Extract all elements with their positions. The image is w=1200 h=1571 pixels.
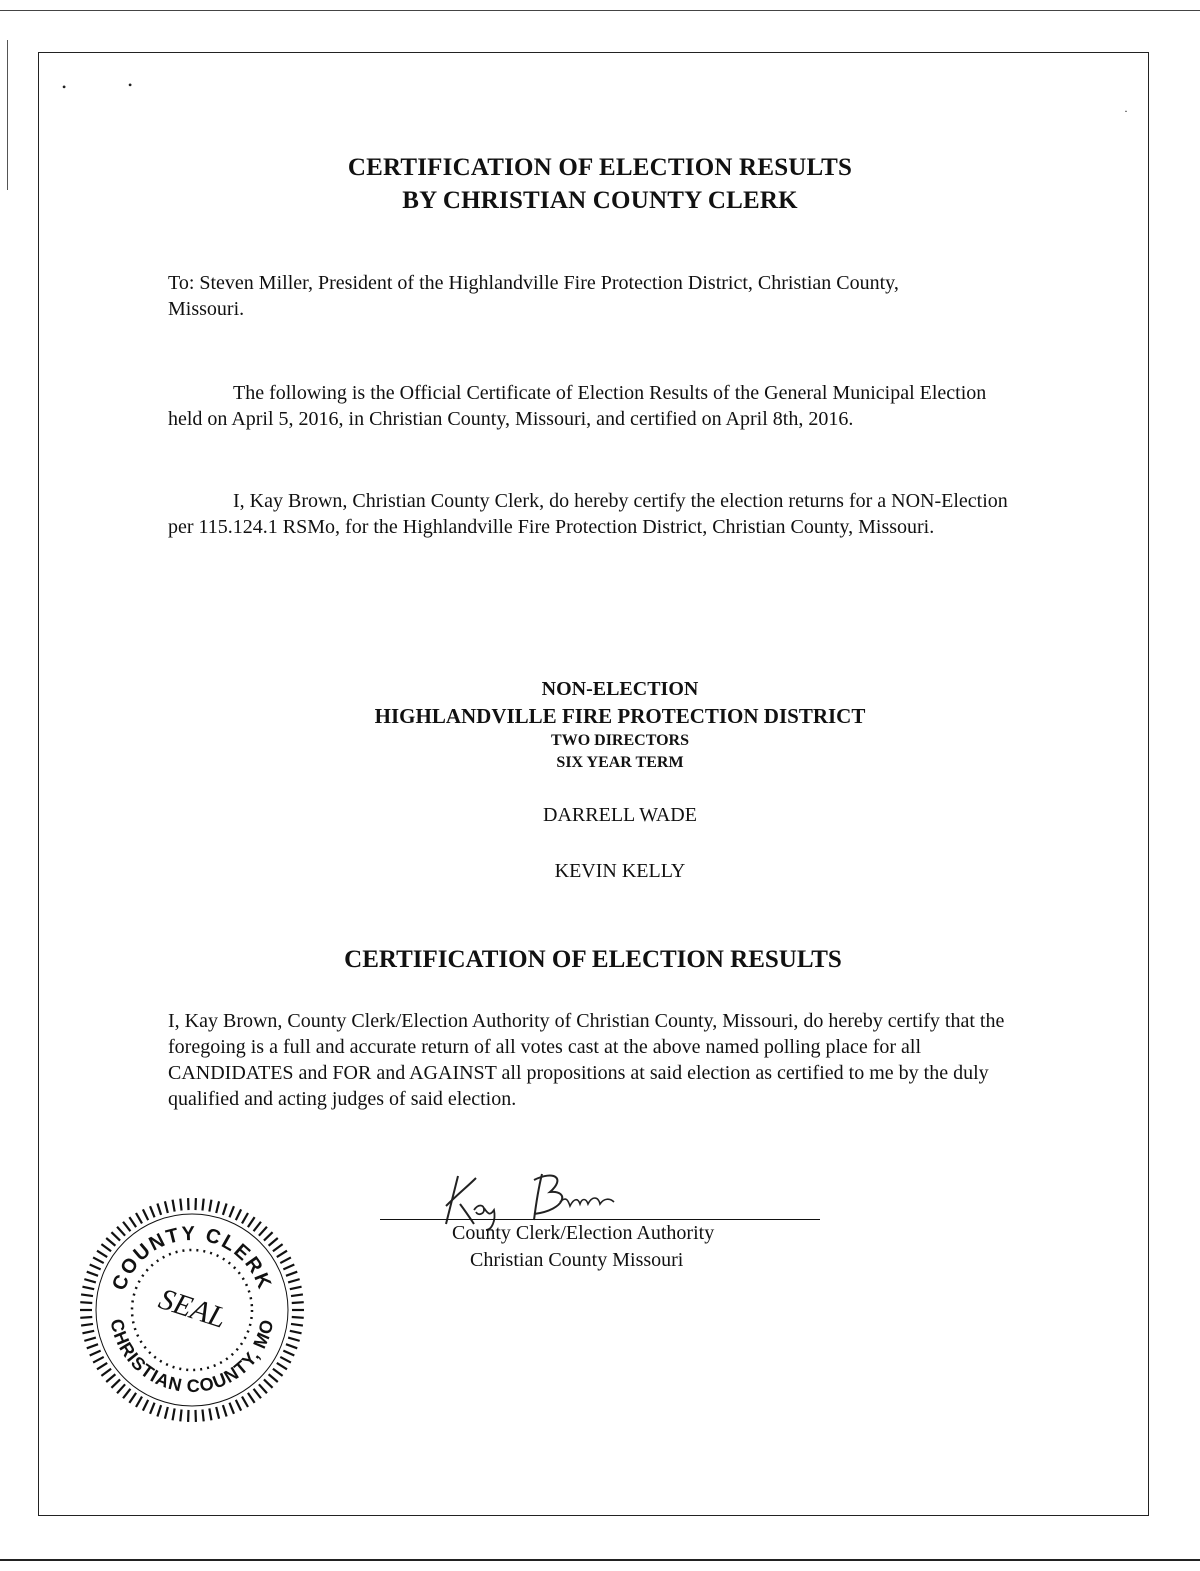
seal-tick bbox=[254, 1389, 261, 1398]
seal-tick bbox=[291, 1324, 303, 1326]
seal-tick bbox=[117, 1227, 125, 1236]
seal-tick bbox=[97, 1363, 107, 1369]
signatory-title: County Clerk/Election Authority bbox=[452, 1222, 715, 1244]
svg-text:CHRISTIAN COUNTY, MO bbox=[106, 1317, 277, 1396]
signature-line bbox=[380, 1219, 820, 1220]
seal-tick bbox=[229, 1206, 233, 1217]
seal-tick bbox=[209, 1200, 211, 1212]
seal-tick bbox=[269, 1238, 278, 1246]
scan-speck: · bbox=[1124, 104, 1128, 118]
seal-tick bbox=[259, 1227, 267, 1236]
seal-tick bbox=[248, 1217, 255, 1227]
seal-tick bbox=[87, 1272, 98, 1276]
seal-tick bbox=[101, 1369, 111, 1376]
seal-tick bbox=[84, 1279, 96, 1282]
county-clerk-seal bbox=[72, 1190, 312, 1430]
document-title-line2: BY CHRISTIAN COUNTY CLERK bbox=[402, 187, 798, 214]
seal-tick bbox=[216, 1201, 219, 1213]
seal-tick bbox=[82, 1287, 94, 1289]
seal-tick bbox=[290, 1287, 302, 1289]
seal-center-text: SEAL bbox=[154, 1282, 231, 1335]
seal-tick bbox=[229, 1403, 233, 1414]
seal-tick bbox=[165, 1407, 168, 1419]
seal-tick bbox=[264, 1232, 273, 1240]
seal-tick bbox=[173, 1200, 175, 1212]
seal-tick bbox=[157, 1203, 161, 1214]
seal-tick bbox=[80, 1302, 92, 1303]
seal-tick bbox=[143, 1209, 148, 1220]
seal-tick bbox=[106, 1238, 115, 1246]
seal-tick bbox=[273, 1244, 283, 1251]
seal-tick bbox=[209, 1408, 211, 1420]
seal-tick bbox=[269, 1374, 278, 1382]
seal-tick bbox=[202, 1409, 203, 1421]
addressee-line: To: Steven Miller, President of the Highlandville Fire Protection District, Christian County, Missouri. bbox=[168, 272, 899, 320]
seal-tick bbox=[97, 1251, 107, 1257]
seal-tick bbox=[129, 1393, 136, 1403]
seal-tick bbox=[277, 1251, 287, 1257]
seal-tick bbox=[202, 1199, 203, 1211]
seal-tick bbox=[129, 1217, 136, 1227]
seal-tick bbox=[273, 1369, 283, 1376]
seal-tick bbox=[157, 1405, 161, 1416]
seal-tick bbox=[80, 1317, 92, 1318]
scan-edge-bottom bbox=[0, 1559, 1200, 1561]
seal-tick bbox=[223, 1405, 227, 1416]
seal-tick bbox=[173, 1408, 175, 1420]
document-title-line1: CERTIFICATION OF ELECTION RESULTS bbox=[347, 154, 853, 181]
seal-tick bbox=[242, 1397, 248, 1407]
seal-tick bbox=[143, 1400, 148, 1411]
seal-tick bbox=[84, 1338, 96, 1341]
seal-tick bbox=[87, 1344, 98, 1348]
certification-heading: CERTIFICATION OF ELECTION RESULTS bbox=[344, 946, 842, 973]
intro-paragraph: The following is the Official Certificate of Election Results of the General Municipal Election held on April 5, 2016, in Christian County, Missouri, and certified on April 8th, 2016. bbox=[168, 382, 987, 430]
candidate-name: DARRELL WADE bbox=[543, 804, 697, 826]
seal-tick bbox=[288, 1338, 300, 1341]
term-length: SIX YEAR TERM bbox=[556, 754, 684, 771]
seal-tick bbox=[82, 1331, 94, 1333]
seal-tick bbox=[101, 1244, 111, 1251]
seal-tick bbox=[236, 1209, 241, 1220]
seal-tick bbox=[280, 1257, 291, 1263]
seal-tick bbox=[106, 1374, 115, 1382]
seal-top-text: COUNTY CLERK bbox=[108, 1222, 276, 1294]
seal-tick bbox=[286, 1344, 297, 1348]
seal-tick bbox=[93, 1257, 104, 1263]
scan-speck: • bbox=[62, 80, 67, 94]
seal-tick bbox=[136, 1213, 142, 1223]
office-name: TWO DIRECTORS bbox=[551, 732, 689, 749]
seal-tick bbox=[90, 1264, 101, 1269]
seal-tick bbox=[123, 1389, 130, 1398]
seal-tick bbox=[286, 1272, 297, 1276]
seal-tick bbox=[93, 1357, 104, 1363]
seal-tick bbox=[81, 1324, 93, 1326]
seal-tick bbox=[292, 1317, 304, 1318]
seal-tick bbox=[90, 1351, 101, 1356]
certify-paragraph: I, Kay Brown, Christian County Clerk, do hereby certify the election returns for a NON-Election per 115.124.1 RSMo, for the Highlandville Fire Protection District, Christian County, Missouri. bbox=[168, 490, 1008, 538]
seal-tick bbox=[180, 1199, 181, 1211]
seal-tick bbox=[248, 1393, 255, 1403]
seal-tick bbox=[180, 1409, 181, 1421]
candidate-name: KEVIN KELLY bbox=[554, 860, 686, 882]
seal-tick bbox=[254, 1222, 261, 1231]
district-name: HIGHLANDVILLE FIRE PROTECTION DISTRICT bbox=[374, 704, 866, 728]
seal-tick bbox=[111, 1232, 120, 1240]
election-heading: NON-ELECTION bbox=[541, 678, 699, 700]
seal-bottom-text: CHRISTIAN COUNTY, MO bbox=[106, 1317, 278, 1397]
seal-tick bbox=[291, 1294, 303, 1296]
seal-tick bbox=[216, 1407, 219, 1419]
seal-tick bbox=[136, 1397, 142, 1407]
signatory-county: Christian County Missouri bbox=[470, 1249, 684, 1271]
seal-tick bbox=[117, 1384, 125, 1393]
seal-tick bbox=[277, 1363, 287, 1369]
seal-tick bbox=[236, 1400, 241, 1411]
seal-tick bbox=[150, 1403, 154, 1414]
seal-tick bbox=[81, 1294, 93, 1296]
seal-tick bbox=[290, 1331, 302, 1333]
seal-tick bbox=[283, 1351, 294, 1356]
seal-tick bbox=[111, 1379, 120, 1387]
seal-tick bbox=[280, 1357, 291, 1363]
seal-tick bbox=[292, 1302, 304, 1303]
seal-tick bbox=[123, 1222, 130, 1231]
certification-body: I, Kay Brown, County Clerk/Election Authority of Christian County, Missouri, do hereby certify that the foregoing is a full and accurate return of all votes cast at the above named polling place for all CANDIDATES and FOR and AGAINST all propositions at said election as certified to me by the duly qualified and acting judges of said election. bbox=[168, 1010, 1005, 1110]
seal-tick bbox=[283, 1264, 294, 1269]
seal-tick bbox=[223, 1203, 227, 1214]
scan-speck: • bbox=[128, 78, 133, 92]
seal-tick bbox=[150, 1206, 154, 1217]
seal-tick bbox=[165, 1201, 168, 1213]
seal-tick bbox=[242, 1213, 248, 1223]
seal-tick bbox=[259, 1384, 267, 1393]
seal-tick bbox=[264, 1379, 273, 1387]
scan-edge-top bbox=[0, 10, 1200, 11]
seal-tick bbox=[288, 1279, 300, 1282]
